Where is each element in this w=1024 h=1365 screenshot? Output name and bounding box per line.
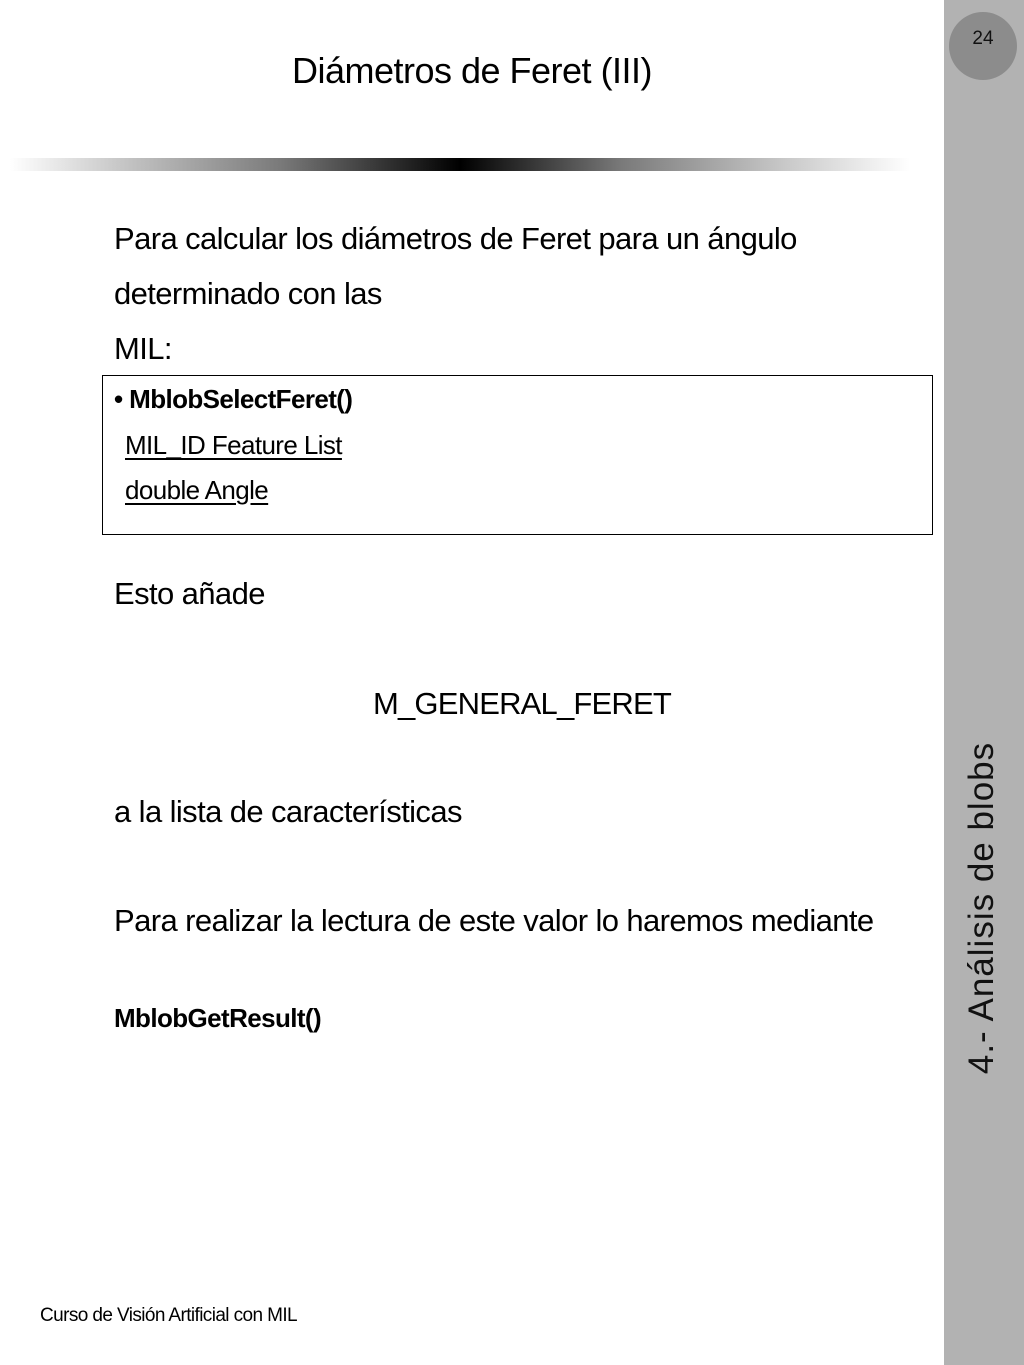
read-text: Para realizar la lectura de este valor lo haremos mediante (114, 903, 874, 938)
bullet: • (114, 384, 123, 414)
intro-line-1: Para calcular los diámetros de Feret para un ángulo (114, 221, 797, 256)
adds-text: Esto añade (114, 576, 265, 611)
title-divider (10, 158, 910, 171)
constant-name: M_GENERAL_FERET (372, 686, 672, 721)
section-title: 4.- Análisis de blobs (962, 741, 1001, 1075)
param-angle: double Angle (125, 475, 269, 505)
function-box (102, 375, 933, 535)
sidebar (944, 0, 1024, 1365)
intro-line-3: MIL: (114, 331, 172, 366)
function-name: MblobSelectFeret() (129, 384, 353, 414)
param-feature-list: MIL_ID Feature List (125, 430, 342, 460)
footer-text: Curso de Visión Artificial con MIL (40, 1305, 297, 1326)
get-result-function: MblobGetResult() (114, 1003, 322, 1033)
function-signature (114, 384, 352, 415)
page-number: 24 (972, 28, 994, 49)
list-text: a la lista de características (114, 794, 462, 829)
page-number-badge (949, 12, 1017, 80)
intro-line-2: determinado con las (114, 276, 382, 311)
slide-title: Diámetros de Feret (III) (291, 50, 653, 91)
